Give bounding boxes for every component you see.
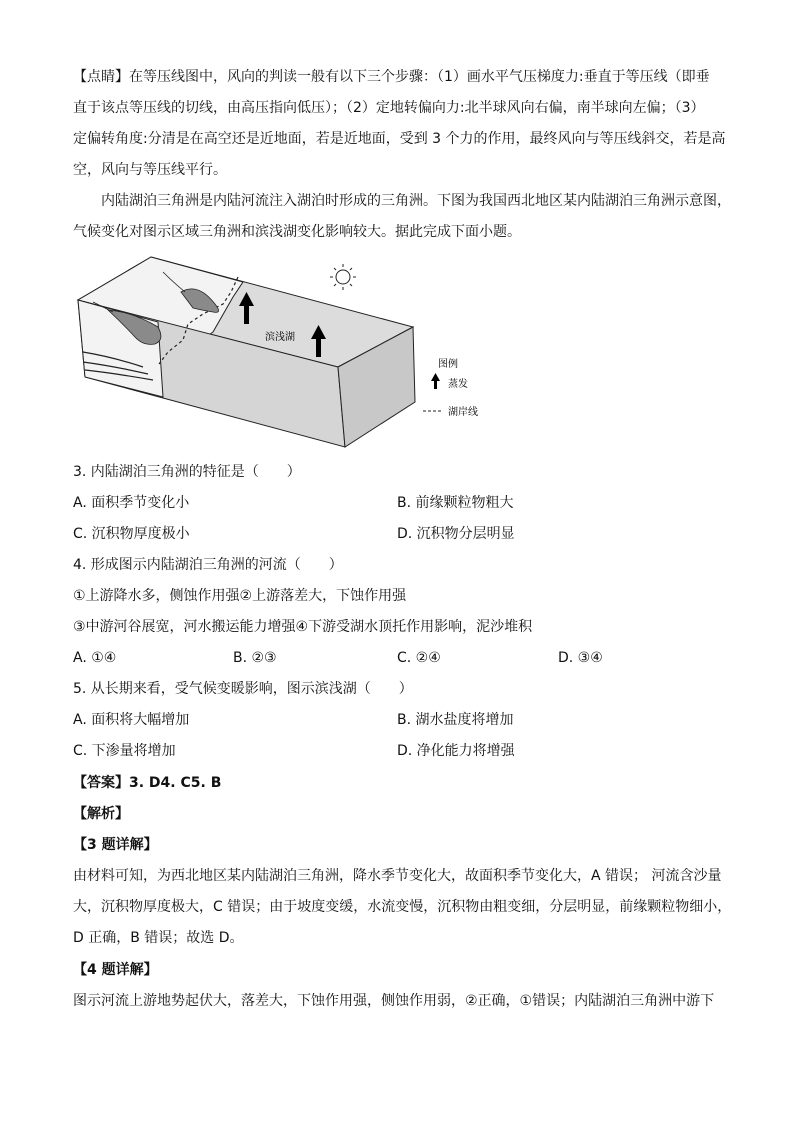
lake-label: 滨浅湖 — [265, 332, 295, 343]
q3-stem: 3. 内陆湖泊三角洲的特征是（ ） — [73, 464, 301, 480]
d3-line-1: 由材料可知，为西北地区某内陆湖泊三角洲，降水季节变化大，故面积季节变化大，A 错误； 河流含沙量 — [73, 868, 722, 884]
intro-line-1: 内陆湖泊三角洲是内陆河流注入湖泊时形成的三角洲。下图为我国西北地区某内陆湖泊三角洲示意图， — [101, 193, 731, 209]
q4-statement-2: ③中游河谷展宽，河水搬运能力增强④下游受湖水顶托作用影响，泥沙堆积 — [73, 619, 533, 635]
intro-line-2: 气候变化对图示区域三角洲和滨浅湖变化影响较大。据此完成下面小题。 — [73, 224, 521, 240]
q3-option-d[interactable]: D. 沉积物分层明显 — [397, 526, 515, 542]
q5-stem: 5. 从长期来看，受气候变暖影响，图示滨浅湖（ ） — [73, 681, 413, 697]
q3-option-a[interactable]: A. 面积季节变化小 — [73, 495, 190, 511]
d4-title: 【4 题详解】 — [73, 962, 158, 978]
q4-option-c[interactable]: C. ②④ — [397, 650, 441, 666]
q3-option-b[interactable]: B. 前缘颗粒物粗大 — [397, 495, 514, 511]
q5-option-b[interactable]: B. 湖水盐度将增加 — [397, 712, 514, 728]
q5-option-d[interactable]: D. 净化能力将增强 — [397, 743, 515, 759]
q4-option-a[interactable]: A. ①④ — [73, 650, 117, 666]
delta-diagram — [73, 252, 503, 452]
legend-evap-label: 蒸发 — [448, 379, 468, 390]
d3-line-3: D 正确，B 错误；故选 D。 — [73, 930, 244, 946]
q3-option-c[interactable]: C. 沉积物厚度极小 — [73, 526, 190, 542]
sun-icon — [330, 264, 356, 290]
q5-option-a[interactable]: A. 面积将大幅增加 — [73, 712, 190, 728]
q4-option-d[interactable]: D. ③④ — [558, 650, 603, 666]
dianjing-line-3: 定偏转角度:分清是在高空还是近地面，若是近地面，受到 3 个力的作用，最终风向与等压线斜交，若是高 — [73, 131, 726, 147]
q4-option-b[interactable]: B. ②③ — [233, 650, 277, 666]
q5-option-c[interactable]: C. 下渗量将增加 — [73, 743, 176, 759]
d4-line-1: 图示河流上游地势起伏大，落差大，下蚀作用强，侧蚀作用弱，②正确，①错误；内陆湖泊三角洲中游下 — [73, 993, 715, 1009]
analysis-heading: 【解析】 — [73, 806, 129, 822]
legend-evap-arrow-icon — [431, 373, 440, 389]
legend-title: 图例 — [438, 359, 458, 370]
dianjing-line-4: 空，风向与等压线平行。 — [73, 162, 227, 178]
q4-statement-1: ①上游降水多，侧蚀作用强②上游落差大，下蚀作用强 — [73, 588, 407, 604]
legend-shore-label: 湖岸线 — [448, 407, 478, 418]
answer-line: 【答案】3. D4. C5. B — [73, 775, 222, 791]
d3-title: 【3 题详解】 — [73, 837, 158, 853]
dianjing-line-2: 直于该点等压线的切线，由高压指向低压）；（2）定地转偏向力:北半球风向右偏，南半球向左偏；（3） — [73, 100, 705, 116]
d3-line-2: 大，沉积物厚度极大，C 错误；由于坡度变缓，水流变慢，沉积物由粗变细，分层明显，前缘颗粒物细小， — [73, 899, 732, 915]
q4-stem: 4. 形成图示内陆湖泊三角洲的河流（ ） — [73, 557, 343, 573]
dianjing-line-1: 【点睛】在等压线图中，风向的判读一般有以下三个步骤：（1）画水平气压梯度力:垂直于等压线（即垂 — [73, 69, 710, 85]
